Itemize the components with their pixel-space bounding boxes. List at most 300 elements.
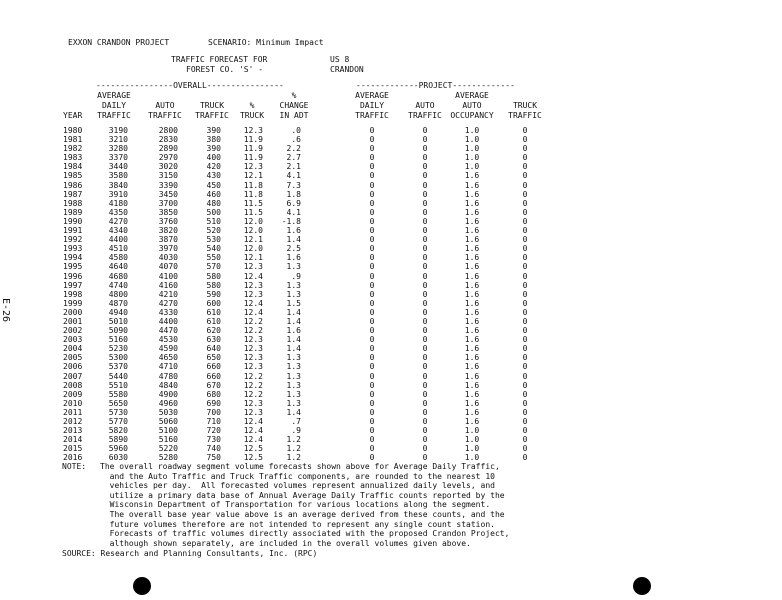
table-cell-truck: 380 <box>206 135 221 145</box>
column-header-pct-truck: % <box>249 101 255 110</box>
forecast-title-line1: TRAFFIC FORECAST FOR <box>171 55 268 64</box>
table-cell-truck: 540 <box>206 244 221 254</box>
table-cell-pct-change: 2.1 <box>286 162 301 172</box>
table-cell-auto: 3390 <box>158 180 178 190</box>
table-cell-year: 1983 <box>63 153 83 163</box>
table-cell-p-truck: 0 <box>522 344 528 354</box>
table-cell-year: 1992 <box>63 235 83 245</box>
table-cell-avg-daily: 6030 <box>108 453 128 463</box>
table-cell-p-auto: 0 <box>422 226 428 236</box>
table-cell-pct-truck: 12.2 <box>243 389 263 399</box>
table-cell-p-avg-daily: 0 <box>369 235 375 245</box>
table-cell-pct-change: 1.6 <box>286 226 301 236</box>
table-cell-p-occupancy: 1.6 <box>464 280 480 290</box>
table-cell-p-truck: 0 <box>522 398 528 408</box>
table-cell-auto: 3760 <box>158 216 178 226</box>
table-cell-truck: 730 <box>206 435 221 445</box>
table-cell-p-avg-daily: 0 <box>369 244 375 254</box>
note-line: and the Auto Traffic and Truck Traffic components, are rounded to the nearest 10 <box>100 471 495 481</box>
table-cell-pct-truck: 12.3 <box>243 126 263 135</box>
table-cell-p-occupancy: 1.6 <box>464 326 480 336</box>
table-cell-year: 2011 <box>63 407 83 417</box>
table-cell-p-avg-daily: 0 <box>369 444 375 454</box>
table-cell-p-truck: 0 <box>522 171 528 181</box>
table-cell-year: 2013 <box>63 426 83 436</box>
table-cell-truck: 390 <box>206 126 221 135</box>
table-cell-year: 2006 <box>63 362 83 372</box>
table-cell-p-occupancy: 1.0 <box>464 162 480 172</box>
table-cell-p-auto: 0 <box>422 398 428 408</box>
table-row <box>0 190 782 199</box>
column-header-pct-change: % <box>291 91 297 100</box>
table-cell-truck: 660 <box>206 371 221 381</box>
table-cell-pct-truck: 12.3 <box>243 353 263 363</box>
table-cell-p-auto: 0 <box>422 244 428 254</box>
table-cell-p-auto: 0 <box>422 380 428 390</box>
table-cell-p-auto: 0 <box>422 162 428 172</box>
table-cell-p-occupancy: 1.0 <box>464 135 480 145</box>
column-header-p-auto: TRAFFIC <box>408 111 442 120</box>
table-cell-p-occupancy: 1.6 <box>464 307 480 317</box>
table-cell-auto: 5030 <box>158 407 178 417</box>
table-cell-pct-truck: 11.8 <box>243 189 263 199</box>
table-cell-p-occupancy: 1.6 <box>464 271 480 281</box>
table-row <box>0 299 782 308</box>
table-row <box>0 362 782 371</box>
table-cell-auto: 3150 <box>158 171 178 181</box>
project-title: EXXON CRANDON PROJECT <box>68 38 170 47</box>
note-line: utilize a primary data base of Annual Average Daily Traffic counts reported by the <box>100 490 505 500</box>
table-cell-p-occupancy: 1.0 <box>464 144 480 154</box>
table-row <box>0 162 782 171</box>
table-cell-pct-truck: 12.2 <box>243 326 263 336</box>
table-row <box>0 253 782 262</box>
table-row <box>0 335 782 344</box>
table-cell-p-truck: 0 <box>522 426 528 436</box>
table-row <box>0 281 782 290</box>
table-cell-p-truck: 0 <box>522 216 528 226</box>
table-cell-p-occupancy: 1.6 <box>464 389 480 399</box>
table-cell-avg-daily: 5230 <box>108 344 128 354</box>
table-cell-auto: 4530 <box>158 335 178 345</box>
table-cell-avg-daily: 4510 <box>108 244 128 254</box>
table-row <box>0 399 782 408</box>
table-cell-pct-change: 1.4 <box>286 407 301 417</box>
table-cell-year: 2003 <box>63 335 83 345</box>
table-cell-p-avg-daily: 0 <box>369 335 375 345</box>
table-cell-avg-daily: 3190 <box>108 126 128 135</box>
table-cell-p-auto: 0 <box>422 198 428 208</box>
table-cell-auto: 5060 <box>158 417 178 426</box>
column-header-avg-daily: AVERAGE <box>97 91 131 100</box>
table-cell-p-avg-daily: 0 <box>369 398 375 408</box>
table-cell-pct-change: .9 <box>291 271 301 281</box>
table-cell-pct-truck: 11.5 <box>243 207 263 217</box>
table-cell-year: 2004 <box>63 344 83 354</box>
table-cell-p-occupancy: 1.6 <box>464 298 480 308</box>
table-cell-year: 2000 <box>63 307 83 317</box>
table-cell-year: 2010 <box>63 398 83 408</box>
table-cell-truck: 600 <box>206 298 221 308</box>
table-cell-p-avg-daily: 0 <box>369 371 375 381</box>
table-cell-pct-truck: 12.3 <box>243 398 263 408</box>
table-cell-pct-change: 2.7 <box>286 153 301 163</box>
table-row <box>0 326 782 335</box>
table-cell-pct-change: 1.4 <box>286 316 301 326</box>
column-header-p-occupancy: AUTO <box>462 101 482 110</box>
table-cell-p-avg-daily: 0 <box>369 271 375 281</box>
table-cell-pct-change: 1.4 <box>286 307 301 317</box>
source-citation: SOURCE: Research and Planning Consultants, Inc. (RPC) <box>62 549 318 558</box>
table-cell-avg-daily: 4680 <box>108 271 128 281</box>
table-cell-pct-truck: 12.1 <box>243 235 263 245</box>
table-cell-year: 1998 <box>63 289 83 299</box>
table-cell-auto: 2970 <box>158 153 178 163</box>
table-cell-truck: 480 <box>206 198 221 208</box>
table-cell-pct-change: 1.8 <box>286 189 301 199</box>
table-cell-year: 2012 <box>63 417 83 426</box>
table-cell-p-truck: 0 <box>522 380 528 390</box>
table-cell-auto: 3850 <box>158 207 178 217</box>
table-cell-p-avg-daily: 0 <box>369 407 375 417</box>
table-cell-avg-daily: 4740 <box>108 280 128 290</box>
table-cell-p-truck: 0 <box>522 153 528 163</box>
table-cell-p-occupancy: 1.6 <box>464 398 480 408</box>
table-cell-avg-daily: 4870 <box>108 298 128 308</box>
table-cell-p-occupancy: 1.6 <box>464 189 480 199</box>
forecast-title-line2: FOREST CO. 'S' - <box>186 65 264 74</box>
table-cell-truck: 460 <box>206 189 221 199</box>
table-cell-pct-change: 1.2 <box>286 444 301 454</box>
table-cell-p-auto: 0 <box>422 316 428 326</box>
table-cell-pct-truck: 12.2 <box>243 371 263 381</box>
table-cell-auto: 4960 <box>158 398 178 408</box>
table-row <box>0 408 782 417</box>
column-header-p-avg-daily: AVERAGE <box>355 91 389 100</box>
table-cell-pct-truck: 12.4 <box>243 426 263 436</box>
table-cell-avg-daily: 4400 <box>108 235 128 245</box>
table-cell-auto: 4270 <box>158 298 178 308</box>
table-cell-p-avg-daily: 0 <box>369 426 375 436</box>
table-cell-p-occupancy: 1.0 <box>464 444 480 454</box>
table-cell-p-occupancy: 1.6 <box>464 253 480 263</box>
table-cell-pct-truck: 12.3 <box>243 362 263 372</box>
table-cell-p-truck: 0 <box>522 207 528 217</box>
table-cell-truck: 610 <box>206 316 221 326</box>
table-cell-pct-truck: 12.0 <box>243 244 263 254</box>
note-line: The overall base year value above is an average derived from these counts, and the <box>100 509 505 519</box>
table-cell-p-occupancy: 1.6 <box>464 289 480 299</box>
table-row <box>0 181 782 190</box>
table-cell-truck: 420 <box>206 162 221 172</box>
table-cell-avg-daily: 4940 <box>108 307 128 317</box>
column-header-pct-change: CHANGE <box>279 101 309 110</box>
table-cell-p-avg-daily: 0 <box>369 316 375 326</box>
table-cell-pct-truck: 11.5 <box>243 198 263 208</box>
table-cell-p-truck: 0 <box>522 435 528 445</box>
table-row <box>0 153 782 162</box>
table-cell-auto: 3450 <box>158 189 178 199</box>
table-cell-p-truck: 0 <box>522 307 528 317</box>
table-cell-p-truck: 0 <box>522 417 528 426</box>
table-cell-truck: 740 <box>206 444 221 454</box>
table-cell-p-avg-daily: 0 <box>369 417 375 426</box>
table-cell-avg-daily: 4340 <box>108 226 128 236</box>
table-row <box>0 344 782 353</box>
table-cell-avg-daily: 5770 <box>108 417 128 426</box>
table-cell-truck: 400 <box>206 153 221 163</box>
table-cell-pct-change: 1.2 <box>286 453 301 463</box>
column-header-pct-truck: TRUCK <box>239 111 265 120</box>
table-cell-pct-change: 1.3 <box>286 280 301 290</box>
table-cell-pct-truck: 12.4 <box>243 307 263 317</box>
table-cell-p-truck: 0 <box>522 289 528 299</box>
column-header-p-occupancy: AVERAGE <box>455 91 489 100</box>
table-row <box>0 171 782 180</box>
table-cell-auto: 4840 <box>158 380 178 390</box>
table-cell-auto: 3020 <box>158 162 178 172</box>
table-cell-p-occupancy: 1.6 <box>464 207 480 217</box>
table-row <box>0 208 782 217</box>
table-cell-p-occupancy: 1.6 <box>464 335 480 345</box>
table-row <box>0 353 782 362</box>
table-cell-p-auto: 0 <box>422 335 428 345</box>
table-cell-truck: 580 <box>206 271 221 281</box>
table-cell-year: 1990 <box>63 216 83 226</box>
table-cell-pct-change: 4.1 <box>286 207 301 217</box>
table-cell-p-truck: 0 <box>522 198 528 208</box>
note-line: Forecasts of traffic volumes directly associated with the proposed Crandon Project, <box>100 529 510 539</box>
forecast-table <box>0 126 782 462</box>
column-header-p-avg-daily: DAILY <box>359 101 385 110</box>
table-cell-pct-change: 1.3 <box>286 262 301 272</box>
table-cell-p-occupancy: 1.6 <box>464 353 480 363</box>
table-cell-avg-daily: 5730 <box>108 407 128 417</box>
table-cell-year: 2002 <box>63 326 83 336</box>
table-cell-avg-daily: 5820 <box>108 426 128 436</box>
table-cell-auto: 4780 <box>158 371 178 381</box>
table-cell-p-truck: 0 <box>522 280 528 290</box>
table-cell-avg-daily: 4800 <box>108 289 128 299</box>
table-cell-avg-daily: 5370 <box>108 362 128 372</box>
table-cell-pct-change: 1.4 <box>286 335 301 345</box>
table-cell-avg-daily: 5010 <box>108 316 128 326</box>
table-cell-avg-daily: 5580 <box>108 389 128 399</box>
table-cell-pct-truck: 12.3 <box>243 344 263 354</box>
table-cell-auto: 4100 <box>158 271 178 281</box>
table-cell-truck: 710 <box>206 417 221 426</box>
table-cell-pct-truck: 12.0 <box>243 216 263 226</box>
table-cell-p-occupancy: 1.6 <box>464 171 480 181</box>
table-cell-truck: 690 <box>206 398 221 408</box>
table-cell-avg-daily: 5090 <box>108 326 128 336</box>
table-cell-year: 1982 <box>63 144 83 154</box>
table-row <box>0 444 782 453</box>
table-cell-p-occupancy: 1.0 <box>464 435 480 445</box>
column-header-truck: TRUCK <box>199 101 225 110</box>
table-cell-truck: 620 <box>206 326 221 336</box>
table-cell-p-avg-daily: 0 <box>369 189 375 199</box>
table-cell-year: 2016 <box>63 453 83 463</box>
table-cell-p-avg-daily: 0 <box>369 198 375 208</box>
table-cell-p-auto: 0 <box>422 353 428 363</box>
table-cell-avg-daily: 3440 <box>108 162 128 172</box>
table-cell-year: 2008 <box>63 380 83 390</box>
table-cell-p-truck: 0 <box>522 189 528 199</box>
table-cell-auto: 2800 <box>158 126 178 135</box>
table-cell-year: 1985 <box>63 171 83 181</box>
table-cell-pct-change: 1.3 <box>286 389 301 399</box>
table-row <box>0 381 782 390</box>
table-cell-year: 2005 <box>63 353 83 363</box>
table-cell-pct-truck: 11.8 <box>243 180 263 190</box>
table-cell-auto: 5160 <box>158 435 178 445</box>
table-cell-year: 1981 <box>63 135 83 145</box>
table-row <box>0 135 782 144</box>
table-cell-year: 1984 <box>63 162 83 172</box>
table-cell-avg-daily: 3840 <box>108 180 128 190</box>
table-cell-p-truck: 0 <box>522 298 528 308</box>
table-cell-p-avg-daily: 0 <box>369 289 375 299</box>
table-cell-avg-daily: 5440 <box>108 371 128 381</box>
table-cell-year: 1980 <box>63 126 83 135</box>
table-cell-pct-change: -1.8 <box>281 216 301 226</box>
table-cell-p-truck: 0 <box>522 253 528 263</box>
table-cell-avg-daily: 5300 <box>108 353 128 363</box>
table-cell-p-avg-daily: 0 <box>369 253 375 263</box>
table-cell-p-avg-daily: 0 <box>369 262 375 272</box>
table-cell-year: 2007 <box>63 371 83 381</box>
table-cell-p-occupancy: 1.6 <box>464 235 480 245</box>
table-cell-p-avg-daily: 0 <box>369 207 375 217</box>
table-cell-year: 1986 <box>63 180 83 190</box>
table-cell-p-avg-daily: 0 <box>369 389 375 399</box>
table-cell-p-occupancy: 1.6 <box>464 216 480 226</box>
road-name: US 8 <box>330 55 350 64</box>
table-cell-p-avg-daily: 0 <box>369 344 375 354</box>
road-location: CRANDON <box>330 65 364 74</box>
column-header-avg-daily: DAILY <box>101 101 127 110</box>
table-cell-p-occupancy: 1.6 <box>464 362 480 372</box>
table-cell-p-occupancy: 1.6 <box>464 344 480 354</box>
table-cell-pct-truck: 11.9 <box>243 153 263 163</box>
table-cell-truck: 630 <box>206 335 221 345</box>
table-cell-avg-daily: 4270 <box>108 216 128 226</box>
table-row <box>0 308 782 317</box>
table-cell-avg-daily: 3370 <box>108 153 128 163</box>
table-cell-p-avg-daily: 0 <box>369 126 375 135</box>
note-line: Wisconsin Department of Transportation for various locations along the segment. <box>100 500 491 510</box>
table-cell-truck: 700 <box>206 407 221 417</box>
table-cell-auto: 4470 <box>158 326 178 336</box>
table-cell-pct-truck: 12.4 <box>243 435 263 445</box>
table-cell-year: 2015 <box>63 444 83 454</box>
table-cell-avg-daily: 3580 <box>108 171 128 181</box>
table-cell-truck: 720 <box>206 426 221 436</box>
table-cell-p-occupancy: 1.6 <box>464 244 480 254</box>
table-cell-p-auto: 0 <box>422 298 428 308</box>
table-cell-auto: 5280 <box>158 453 178 463</box>
table-cell-pct-truck: 12.5 <box>243 453 263 463</box>
table-cell-p-auto: 0 <box>422 153 428 163</box>
hole-punch-right <box>633 577 651 595</box>
table-cell-truck: 550 <box>206 253 221 263</box>
column-header-auto: TRAFFIC <box>148 111 182 120</box>
table-cell-year: 1993 <box>63 244 83 254</box>
table-cell-p-truck: 0 <box>522 362 528 372</box>
table-cell-pct-change: 1.2 <box>286 435 301 445</box>
table-row <box>0 417 782 426</box>
table-cell-p-occupancy: 1.0 <box>464 153 480 163</box>
table-cell-year: 1996 <box>63 271 83 281</box>
table-row <box>0 226 782 235</box>
table-cell-truck: 670 <box>206 380 221 390</box>
table-cell-pct-change: 1.4 <box>286 235 301 245</box>
table-cell-auto: 5100 <box>158 426 178 436</box>
table-cell-p-auto: 0 <box>422 444 428 454</box>
table-cell-p-auto: 0 <box>422 407 428 417</box>
table-cell-p-truck: 0 <box>522 180 528 190</box>
table-cell-p-avg-daily: 0 <box>369 180 375 190</box>
table-cell-pct-change: 1.3 <box>286 380 301 390</box>
table-cell-auto: 3700 <box>158 198 178 208</box>
table-cell-p-auto: 0 <box>422 126 428 135</box>
note-line: vehicles per day. All forecasted volumes represent annualized daily levels, and <box>100 481 495 491</box>
table-cell-p-truck: 0 <box>522 389 528 399</box>
table-cell-truck: 660 <box>206 362 221 372</box>
table-cell-pct-change: .9 <box>291 426 301 436</box>
table-cell-p-auto: 0 <box>422 262 428 272</box>
table-cell-truck: 590 <box>206 289 221 299</box>
table-cell-p-auto: 0 <box>422 417 428 426</box>
table-cell-p-auto: 0 <box>422 135 428 145</box>
note-text <box>100 462 660 548</box>
table-cell-year: 1995 <box>63 262 83 272</box>
table-cell-pct-change: .6 <box>291 135 301 145</box>
table-cell-pct-change: .7 <box>291 417 301 426</box>
table-cell-auto: 4590 <box>158 344 178 354</box>
table-cell-p-auto: 0 <box>422 371 428 381</box>
table-cell-pct-change: 1.3 <box>286 362 301 372</box>
column-header-auto: AUTO <box>155 101 175 110</box>
table-row <box>0 262 782 271</box>
table-cell-p-auto: 0 <box>422 171 428 181</box>
table-row <box>0 244 782 253</box>
table-cell-p-truck: 0 <box>522 126 528 135</box>
table-cell-p-truck: 0 <box>522 144 528 154</box>
table-cell-p-avg-daily: 0 <box>369 171 375 181</box>
table-cell-p-occupancy: 1.6 <box>464 371 480 381</box>
table-cell-pct-truck: 12.4 <box>243 271 263 281</box>
table-cell-avg-daily: 5650 <box>108 398 128 408</box>
table-cell-avg-daily: 4640 <box>108 262 128 272</box>
table-cell-pct-truck: 12.4 <box>243 298 263 308</box>
table-row <box>0 217 782 226</box>
table-cell-p-auto: 0 <box>422 271 428 281</box>
table-cell-year: 1999 <box>63 298 83 308</box>
table-cell-p-occupancy: 1.6 <box>464 316 480 326</box>
note-line: future volumes therefore are not intended to represent any single count station. <box>100 519 495 529</box>
table-cell-year: 1989 <box>63 207 83 217</box>
table-cell-p-truck: 0 <box>522 353 528 363</box>
table-cell-p-auto: 0 <box>422 216 428 226</box>
table-cell-p-avg-daily: 0 <box>369 362 375 372</box>
table-cell-truck: 510 <box>206 216 221 226</box>
table-cell-avg-daily: 5510 <box>108 380 128 390</box>
hole-punch-left <box>133 577 151 595</box>
table-cell-auto: 4330 <box>158 307 178 317</box>
table-cell-p-avg-daily: 0 <box>369 453 375 463</box>
